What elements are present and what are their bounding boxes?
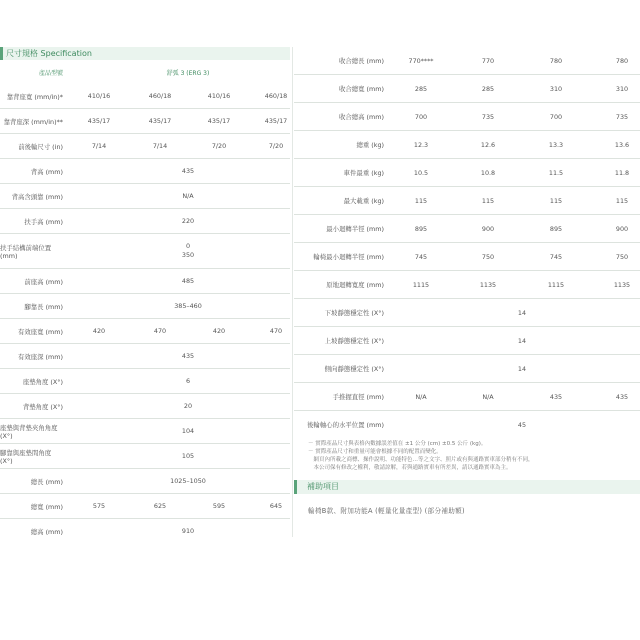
row-value: 10.5: [413, 168, 429, 177]
spec-row: [0, 294, 290, 319]
row-value: 6: [185, 377, 191, 385]
spec-row: [0, 444, 290, 469]
row-value: 310: [549, 84, 563, 93]
row-value: 435/17: [207, 117, 231, 125]
aux-section-title: 補助項目: [294, 480, 640, 494]
row-label: 收合總高 (mm): [338, 113, 384, 121]
row-value: 895: [549, 224, 563, 233]
left-rows: [0, 84, 290, 543]
row-label: 有效座深 (mm): [17, 352, 63, 361]
spec-row: [0, 469, 290, 494]
spec-row: [294, 75, 640, 103]
row-value: 285: [414, 84, 428, 93]
spec-row: [294, 47, 640, 75]
footnote: 本公司保有修改之權利，敬請諒解，若與通路實車有所差異，請以通路實車為主。: [308, 465, 512, 471]
row-value: 45: [517, 420, 527, 429]
row-value: 115: [549, 196, 563, 205]
row-label: 總長 (mm): [30, 477, 63, 486]
row-value: 700: [549, 112, 563, 121]
row-value: 20: [183, 402, 193, 410]
row-value: 435/17: [87, 117, 111, 125]
row-value: 7/14: [152, 142, 168, 150]
row-label: 上坡靜態穩定性 (X°): [324, 337, 384, 345]
row-value: 1115: [547, 280, 565, 289]
footnote: － 實際產品尺寸和重量可能會根據不同的配置而變化。: [308, 449, 442, 455]
row-value: 745: [549, 252, 563, 261]
row-label: 收合總寬 (mm): [338, 85, 384, 93]
row-label: 背高 (mm): [30, 167, 63, 176]
row-value: 420: [212, 327, 226, 335]
spec-row: [294, 215, 640, 243]
row-label: 扶手結構前端位置 (mm): [0, 243, 52, 260]
row-value: 770****: [408, 56, 434, 65]
row-label: 下坡靜態穩定性 (X°): [324, 309, 384, 317]
row-value: 14: [517, 308, 527, 317]
footnote: 網頁內所載之商標、操作說明、功能特色…等之文字、照片或有與通路實車部分稍有不同，: [308, 457, 534, 463]
row-label: 扶手高 (mm): [24, 217, 63, 226]
row-label: 背高含頭靠 (mm): [11, 192, 63, 201]
spec-row: [0, 159, 290, 184]
row-value: 625: [153, 502, 167, 510]
section-title: 尺寸規格 Specification: [0, 47, 290, 60]
spec-row: [0, 209, 290, 234]
right-rows: [294, 47, 640, 438]
row-value: 460/18: [264, 92, 288, 100]
row-value: 435: [181, 167, 195, 175]
row-value: 14: [517, 364, 527, 373]
row-value: 115: [481, 196, 495, 205]
row-label: 收合總長 (mm): [338, 57, 384, 65]
row-value: 420: [92, 327, 106, 335]
row-value: 750: [615, 252, 629, 261]
row-value: 1135: [613, 280, 631, 289]
row-value: 745: [414, 252, 428, 261]
spec-row: [0, 419, 290, 444]
row-label: 有效座寬 (mm): [17, 327, 63, 336]
spec-table-left: [0, 47, 290, 543]
spec-row: [294, 131, 640, 159]
row-value: 11.8: [614, 168, 630, 177]
row-value: 385–460: [174, 302, 202, 310]
row-value: 435/17: [264, 117, 288, 125]
row-label: 原地迴轉寬度 (mm): [326, 281, 384, 289]
model-header-row: [0, 60, 290, 84]
row-value: 12.3: [413, 140, 429, 149]
row-value: 13.6: [614, 140, 630, 149]
spec-row: [0, 184, 290, 209]
row-value: 645: [269, 502, 283, 510]
row-value: 435: [181, 352, 195, 360]
row-value: 700: [414, 112, 428, 121]
row-label: 座墊角度 (X°): [22, 377, 63, 386]
spec-row: [0, 344, 290, 369]
row-value: N/A: [482, 392, 494, 401]
row-value: 485: [181, 277, 195, 285]
row-value: 285: [481, 84, 495, 93]
row-value: 11.5: [548, 168, 564, 177]
row-value: 435: [549, 392, 563, 401]
spec-row: [0, 234, 290, 269]
row-value: N/A: [182, 192, 194, 200]
row-label: 總高 (mm): [30, 527, 63, 536]
row-label: 前座高 (mm): [24, 277, 63, 286]
spec-row: [294, 299, 640, 327]
row-value: 780: [549, 56, 563, 65]
row-value: 410/16: [87, 92, 111, 100]
row-value: 7/20: [268, 142, 284, 150]
row-value: 595: [212, 502, 226, 510]
row-value: 13.3: [548, 140, 564, 149]
aux-section-body: 輪椅B款、附加功能A (輕量化量產型) (部分補助額): [308, 507, 465, 515]
row-value: 435: [615, 392, 629, 401]
row-label: 車件最重 (kg): [343, 169, 384, 177]
footnotes: [294, 438, 640, 472]
row-value: 115: [615, 196, 629, 205]
row-value: 220: [181, 217, 195, 225]
row-value: 10.8: [480, 168, 496, 177]
spec-row: [294, 327, 640, 355]
row-value: 104: [181, 427, 195, 435]
row-label: 輪椅最小迴轉半徑 (mm): [313, 253, 384, 261]
row-value: 735: [481, 112, 495, 121]
spec-row: [0, 494, 290, 519]
row-value: 910: [181, 527, 195, 535]
footnote: － 實際產品尺寸與表格內數據誤差值在 ±1 公分 (cm) ±0.5 公斤 (kg)。: [308, 441, 487, 447]
spec-row: [0, 84, 290, 109]
spec-row: [0, 369, 290, 394]
row-value: 7/14: [91, 142, 107, 150]
row-label: 後輪軸心的水平位置 (mm): [307, 421, 384, 429]
row-value: 895: [414, 224, 428, 233]
row-value: 750: [481, 252, 495, 261]
spec-row: [294, 383, 640, 411]
row-value: 435/17: [148, 117, 172, 125]
row-value: 780: [615, 56, 629, 65]
spec-row: [294, 103, 640, 131]
spec-row: [0, 269, 290, 294]
row-label: 靠背座深 (mm/in)**: [3, 117, 63, 126]
row-value: 770: [481, 56, 495, 65]
row-value: 14: [517, 336, 527, 345]
row-label: 座墊與背墊夾角角度 (X°): [0, 423, 58, 440]
spec-row: [294, 159, 640, 187]
row-value: 350: [181, 251, 195, 259]
row-value: 0: [185, 242, 191, 250]
spec-row: [294, 187, 640, 215]
spec-table-right: [294, 47, 640, 515]
row-label: 總重 (kg): [356, 141, 384, 149]
row-label: 最小迴轉半徑 (mm): [326, 225, 384, 233]
model-label: 產品型號: [38, 69, 63, 77]
row-value: 460/18: [148, 92, 172, 100]
row-value: N/A: [415, 392, 427, 401]
row-value: 470: [269, 327, 283, 335]
row-value: 105: [181, 452, 195, 460]
row-value: 7/20: [211, 142, 227, 150]
spec-row: [0, 109, 290, 134]
row-label: 總寬 (mm): [30, 502, 63, 511]
row-label: 最大載重 (kg): [343, 197, 384, 205]
spec-row: [294, 411, 640, 438]
spec-row: [294, 243, 640, 271]
row-value: 1115: [412, 280, 430, 289]
spec-row: [294, 271, 640, 299]
row-label: 腳靠與座墊間角度 (X°): [0, 448, 52, 465]
spec-row: [0, 319, 290, 344]
row-value: 900: [615, 224, 629, 233]
row-label: 前後輪尺寸 (in): [18, 142, 63, 151]
row-value: 470: [153, 327, 167, 335]
spec-row: [0, 519, 290, 543]
row-value: 735: [615, 112, 629, 121]
row-value: 900: [481, 224, 495, 233]
row-label: 背墊角度 (X°): [22, 402, 63, 411]
row-label: 靠背座寬 (mm/in)*: [6, 92, 63, 101]
row-label: 手推握直徑 (mm): [332, 393, 384, 401]
row-value: 575: [92, 502, 106, 510]
row-value: 310: [615, 84, 629, 93]
row-value: 12.6: [480, 140, 496, 149]
row-value: 1135: [479, 280, 497, 289]
spec-row: [0, 394, 290, 419]
spec-row: [294, 355, 640, 383]
row-label: 腳靠長 (mm): [24, 302, 63, 311]
spec-row: [0, 134, 290, 159]
row-value: 115: [414, 196, 428, 205]
row-value: 1025–1050: [170, 477, 206, 485]
model-name: 舒弧 3 (ERG 3): [166, 69, 210, 77]
row-value: 410/16: [207, 92, 231, 100]
row-label: 側向靜態穩定性 (X°): [324, 365, 384, 373]
